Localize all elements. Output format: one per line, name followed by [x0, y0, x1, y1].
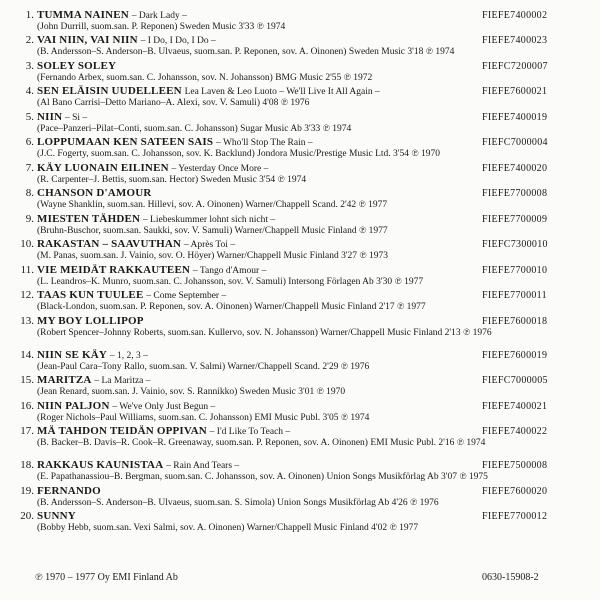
track-heading [37, 511, 76, 523]
track-heading [37, 486, 101, 498]
track-isrc-code: FIEFE7700009 [482, 214, 548, 225]
track-title: SEN ELÄISIN UUDELLEEN [37, 85, 182, 97]
track-isrc-code: FIEFE7600021 [482, 86, 548, 97]
track-isrc-code: FIEFC7000005 [482, 375, 548, 386]
track-title: NIIN PALJON [37, 400, 110, 412]
track-subtitle: – We've Only Just Begun – [112, 402, 216, 412]
track-subtitle: – Yesterday Once More – [171, 164, 269, 174]
track-subtitle: – Après Toi – [183, 240, 236, 250]
track-heading [37, 426, 290, 438]
track-credits: (Al Bano Carrisi–Detto Mariano–A. Alexi, sov. V. Samuli) 4'08 ℗ 1976 [37, 98, 310, 108]
track-title: MIESTEN TÄHDEN [37, 213, 141, 225]
track-credits: (M. Panas, suom.san. J. Vainio, sov. O. Höyer) Warner/Chappell Music Finland 3'27 ℗ 1973 [37, 251, 389, 261]
track-isrc-code: FIEFE7400021 [482, 401, 548, 412]
track-subtitle: Lea Laven & Leo Luoto – We'll Live It All Again – [184, 87, 380, 97]
track-heading [37, 375, 151, 387]
track-credits: (L. Leandros–K. Munro, suom.san. C. Johansson, sov. V. Samuli) Intersong Förlagen Ab 3'30 ℗ 1977 [37, 277, 424, 287]
track-subtitle: – Come September – [146, 291, 227, 301]
track-subtitle: – 1, 2, 3 – [109, 351, 148, 361]
track-isrc-code: FIEFE7400020 [482, 163, 548, 174]
track-number: 17. [20, 425, 34, 437]
track-number: 2. [25, 34, 34, 46]
track-heading [37, 316, 144, 328]
track-isrc-code: FIEFE7700008 [482, 188, 548, 199]
track-title: VAI NIIN, VAI NIIN [37, 34, 138, 46]
track-subtitle: – Tango d'Amour – [192, 266, 267, 276]
track-heading [37, 61, 116, 73]
track-isrc-code: FIEFE7600019 [482, 350, 548, 361]
track-subtitle: – La Maritza – [94, 376, 151, 386]
track-isrc-code: FIEFE7600018 [482, 316, 548, 327]
track-title: VIE MEIDÄT RAKKAUTEEN [37, 264, 191, 276]
track-number: 8. [25, 187, 34, 199]
track-subtitle: – I'd Like To Teach – [209, 427, 291, 437]
track-title: MARITZA [37, 374, 92, 386]
track-subtitle: – I Do, I Do, I Do – [140, 36, 216, 46]
track-heading [37, 265, 266, 277]
track-title: FERNANDO [37, 485, 101, 497]
track-number: 18. [20, 459, 34, 471]
track-isrc-code: FIEFE7700010 [482, 265, 548, 276]
track-number: 16. [20, 400, 34, 412]
track-credits: (Robert Spencer–Johnny Roberts, suom.san. Kullervo, sov. N. Johansson) Warner/Chappell Music Finland 2'13 ℗ 1976 [37, 328, 492, 338]
track-heading [37, 214, 275, 226]
track-number: 5. [25, 111, 34, 123]
track-credits: (E. Papathanassiou–B. Bergman, suom.san. C. Johansson, sov. A. Oinonen) Union Songs Musikförlag Ab 3'07 ℗ 1975 [37, 472, 488, 482]
track-title: CHANSON D'AMOUR [37, 187, 152, 199]
track-isrc-code: FIEFE7400022 [482, 426, 548, 437]
track-title: MY BOY LOLLIPOP [37, 315, 144, 327]
track-heading [37, 10, 187, 22]
track-isrc-code: FIEFE7400023 [482, 35, 548, 46]
catalog-number: 0630-15908-2 [482, 572, 539, 583]
track-title: TAAS KUN TUULEE [37, 289, 144, 301]
track-credits: (Wayne Shanklin, suom.san. Hillevi, sov. A. Oinonen) Warner/Chappell Scand. 2'42 ℗ 1977 [37, 200, 388, 210]
track-heading [37, 188, 152, 200]
track-isrc-code: FIEFE7600020 [482, 486, 548, 497]
track-number: 13. [20, 315, 34, 327]
track-credits: (John Durrill, suom.san. P. Reponen) Sweden Music 3'33 ℗ 1974 [37, 22, 286, 32]
track-credits: (B. Andersson–S. Anderson–B. Ulvaeus, suom.san. S. Simola) Union Songs Musikförlag Ab 4'26 ℗ 1976 [37, 498, 439, 508]
track-subtitle: – Si – [65, 113, 88, 123]
track-number: 12. [20, 289, 34, 301]
track-number: 20. [20, 510, 34, 522]
track-subtitle: – Rain And Tears – [166, 461, 240, 471]
track-number: 11. [20, 264, 34, 276]
track-title: KÄY LUONAIN EILINEN [37, 162, 169, 174]
track-isrc-code: FIEFE7700012 [482, 511, 548, 522]
track-number: 14. [20, 349, 34, 361]
track-isrc-code: FIEFC7300010 [482, 239, 548, 250]
track-credits: (Jean Renard, suom.san. J. Vainio, sov. S. Rannikko) Sweden Music 3'01 ℗ 1970 [37, 387, 346, 397]
track-heading [37, 137, 313, 149]
track-credits: (Pace–Panzeri–Pilat–Conti, suom.san. C. Johansson) Sugar Music Ab 3'33 ℗ 1974 [37, 124, 352, 134]
track-title: RAKKAUS KAUNISTAA [37, 459, 164, 471]
track-isrc-code: FIEFE7400002 [482, 10, 548, 21]
track-title: NIIN [37, 111, 63, 123]
track-number: 6. [25, 136, 34, 148]
track-heading [37, 112, 87, 124]
track-credits: (J.C. Fogerty, suom.san. C. Johansson, sov. K. Backlund) Jondora Music/Prestige Music Ltd. 3'54 ℗ 1970 [37, 149, 440, 159]
track-number: 1. [25, 9, 34, 21]
track-credits: (Roger Nichols–Paul Williams, suom.san. C. Johansson) EMI Music Publ. 3'05 ℗ 1974 [37, 413, 370, 423]
track-isrc-code: FIEFE7500008 [482, 460, 548, 471]
track-heading [37, 350, 148, 362]
track-isrc-code: FIEFE7400019 [482, 112, 548, 123]
copyright-notice: ℗ 1970 – 1977 Oy EMI Finland Ab [35, 572, 178, 583]
track-subtitle: – Dark Lady – [131, 11, 187, 21]
track-credits: (Jean-Paul Cara–Tony Rallo, suom.san. V. Salmi) Warner/Chappell Scand. 2'29 ℗ 1976 [37, 362, 370, 372]
track-number: 7. [25, 162, 34, 174]
track-credits: (Bobby Hebb, suom.san. Vexi Salmi, sov. A. Oinonen) Warner/Chappell Music Finland 4'02 ℗ 1977 [37, 523, 419, 533]
track-title: LOPPUMAAN KEN SATEEN SAIS [37, 136, 214, 148]
track-heading [37, 35, 216, 47]
track-isrc-code: FIEFC7200007 [482, 61, 548, 72]
track-subtitle: – Liebeskummer lohnt sich nicht – [142, 215, 276, 225]
track-credits: (R. Carpenter–J. Bettis, suom.san. Hector) Sweden Music 3'54 ℗ 1974 [37, 175, 307, 185]
track-title: RAKASTAN – SAAVUTHAN [37, 238, 182, 250]
track-subtitle: – Who'll Stop The Rain – [216, 138, 313, 148]
track-credits: (B. Andersson–S. Anderson–B. Ulvaeus, suom.san. P. Reponen, sov. A. Oinonen) Sweden Music 3'18 ℗ 1974 [37, 47, 455, 57]
track-credits: (Bruhn-Buschor, suom.san. Saukki, sov. V. Samuli) Warner/Chappell Music Finland ℗ 1977 [37, 226, 388, 236]
track-number: 4. [25, 85, 34, 97]
track-number: 9. [25, 213, 34, 225]
track-credits: (Black-London, suom.san. P. Reponen, sov. A. Oinonen) Warner/Chappell Music Finland 2'17 ℗ 1977 [37, 302, 426, 312]
track-title: SOLEY SOLEY [37, 60, 117, 72]
track-title: TUMMA NAINEN [37, 9, 129, 21]
track-number: 19. [20, 485, 34, 497]
track-heading [37, 86, 380, 98]
track-title: NIIN SE KÄY [37, 349, 108, 361]
track-heading [37, 460, 239, 472]
track-credits: (B. Backer–B. Davis–R. Cook–R. Greenaway, suom.san. P. Reponen, sov. A. Oinonen) EMI Music Publ. 2'16 ℗ 1974 [37, 438, 486, 448]
track-isrc-code: FIEFE7700011 [482, 290, 547, 301]
track-number: 10. [20, 238, 34, 250]
track-heading [37, 401, 215, 413]
track-number: 3. [25, 60, 34, 72]
track-heading [37, 239, 235, 251]
track-number: 15. [20, 374, 34, 386]
track-heading [37, 163, 268, 175]
track-title: MÄ TAHDON TEIDÄN OPPIVAN [37, 425, 207, 437]
track-title: SUNNY [37, 510, 76, 522]
track-heading [37, 290, 226, 302]
track-isrc-code: FIEFC7000004 [482, 137, 548, 148]
track-credits: (Fernando Arbex, suom.san. C. Johansson, sov. N. Johansson) BMG Music 2'55 ℗ 1972 [37, 73, 373, 83]
